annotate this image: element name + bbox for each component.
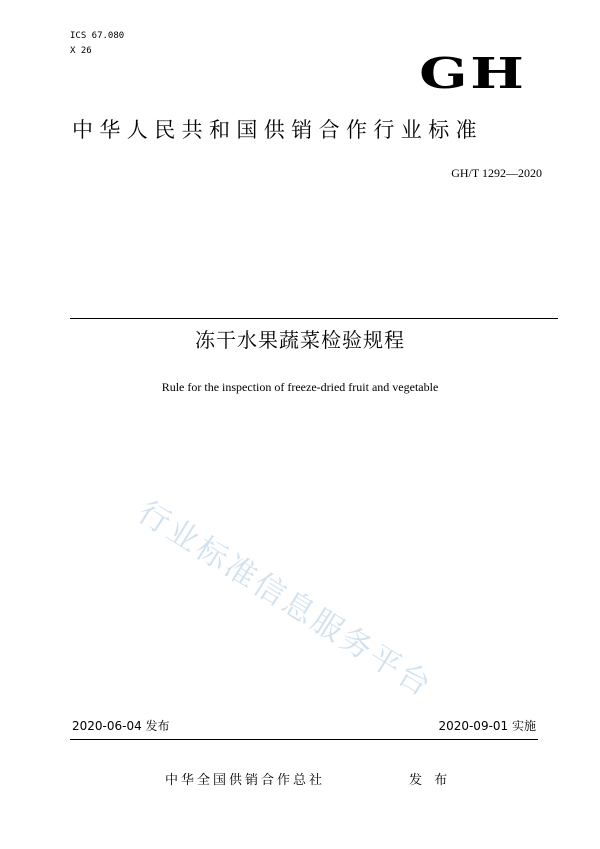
document-title-zh: 冻干水果蔬菜检验规程: [195, 328, 405, 352]
top-divider: [70, 318, 558, 319]
implementation-date: 2020-09-01 实施: [438, 719, 536, 733]
issue-date: 2020-06-04 发布: [72, 719, 170, 733]
publisher-name: 中华全国供销合作总社: [165, 773, 326, 788]
bottom-divider: [70, 739, 538, 740]
ics-code: ICS 67.080: [70, 31, 125, 41]
publish-label: 发 布: [409, 773, 452, 788]
ccs-code: X 26: [70, 46, 92, 56]
gh-logo: GH: [419, 49, 527, 98]
standard-number: GH/T 1292—2020: [451, 166, 542, 180]
document-title-en: Rule for the inspection of freeze-dried fruit and vegetable: [161, 380, 439, 394]
issuing-body-title: 中华人民共和国供销合作行业标准: [72, 118, 483, 142]
watermark: 行业标准信息服务平台: [131, 494, 439, 705]
